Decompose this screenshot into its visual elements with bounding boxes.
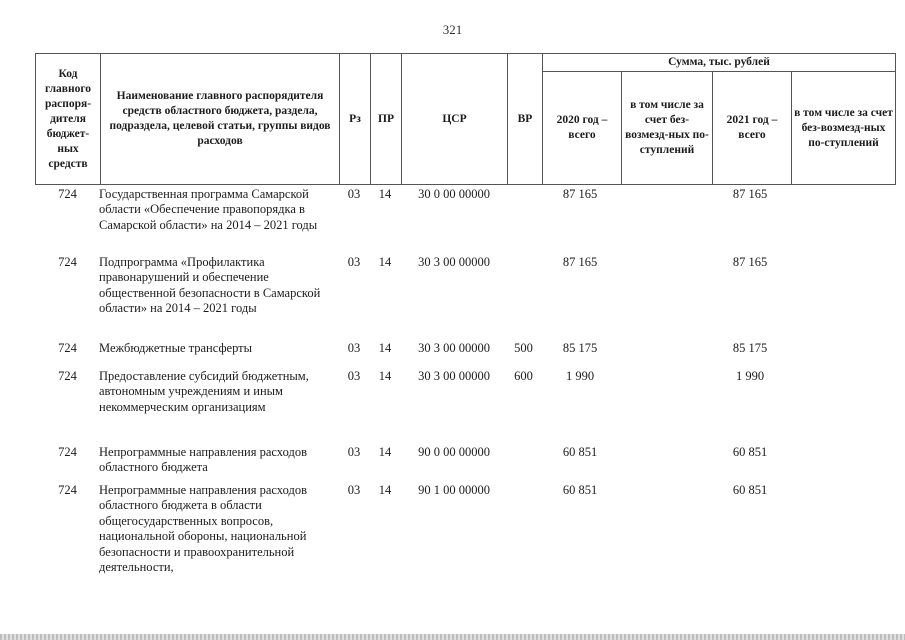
row-sum-2021: 1 990 — [735, 369, 765, 383]
row-pr: 14 — [378, 341, 392, 355]
header-name: Наименование главного распорядителя средств областного бюджета, раздела, подраздела, целевой статьи, группы видов расходов — [101, 54, 340, 185]
row-csr: 90 0 00 00000 — [418, 445, 490, 459]
row-rz: 03 — [347, 369, 361, 383]
row-rz: 03 — [347, 341, 361, 355]
row-csr: 30 3 00 00000 — [418, 341, 490, 355]
row-pr: 14 — [378, 445, 392, 459]
row-rz: 03 — [347, 483, 361, 497]
header-code: Код главного распоря-дителя бюджет-ных средств — [36, 54, 101, 185]
page-number: 321 — [442, 22, 463, 37]
row-sum-2020: 1 990 — [565, 369, 595, 383]
row-code: 724 — [58, 445, 77, 459]
header-sum: Сумма, тыс. рублей — [543, 54, 896, 72]
header-vr: ВР — [508, 54, 543, 185]
row-rz: 03 — [347, 445, 361, 459]
row-code: 724 — [58, 255, 77, 269]
row-sum-2021: 87 165 — [732, 187, 768, 201]
header-rz: Рз — [340, 54, 371, 185]
row-sum-2020: 87 165 — [562, 187, 598, 201]
header-2020-free: в том числе за счет без-возмезд-ных по-ступлений — [622, 72, 713, 185]
row-sum-2020: 85 175 — [562, 341, 598, 355]
row-sum-2021: 60 851 — [732, 483, 768, 497]
row-pr: 14 — [378, 187, 392, 201]
row-code: 724 — [58, 187, 77, 201]
row-csr: 30 3 00 00000 — [418, 369, 490, 383]
header-pr: ПР — [371, 54, 402, 185]
row-vr: 500 — [514, 341, 533, 355]
row-name: Предоставление субсидий бюджетным, автономным учреждениям и иным некоммерческим организациям — [99, 369, 309, 414]
row-sum-2021: 85 175 — [732, 341, 768, 355]
row-name: Межбюджетные трансферты — [99, 341, 253, 355]
row-code: 724 — [58, 341, 77, 355]
row-pr: 14 — [378, 369, 392, 383]
row-name: Подпрограмма «Профилактика правонарушений и обеспечение общественной безопасности в Самарской области» на 2014 – 2021 годы — [99, 255, 321, 316]
table-row — [35, 445, 895, 483]
table-row — [35, 483, 895, 593]
row-csr: 90 1 00 00000 — [418, 483, 490, 497]
header-2021-free: в том числе за счет без-возмезд-ных по-ступлений — [792, 72, 896, 185]
row-name: Государственная программа Самарской области «Обеспечение правопорядка в Самарской области» на 2014 – 2021 годы — [99, 187, 318, 232]
table-row — [35, 341, 895, 369]
row-sum-2020: 60 851 — [562, 483, 598, 497]
row-name: Непрограммные направления расходов областного бюджета — [99, 445, 307, 475]
row-csr: 30 3 00 00000 — [418, 255, 490, 269]
row-sum-2021: 87 165 — [732, 255, 768, 269]
header-csr: ЦСР — [402, 54, 508, 185]
row-csr: 30 0 00 00000 — [418, 187, 490, 201]
table-header — [35, 53, 896, 185]
table-row — [35, 187, 895, 255]
row-pr: 14 — [378, 483, 392, 497]
row-vr: 600 — [514, 369, 533, 383]
row-rz: 03 — [347, 255, 361, 269]
row-code: 724 — [58, 369, 77, 383]
header-2021-total: 2021 год – всего — [713, 72, 792, 185]
table-row — [35, 369, 895, 445]
table-body — [35, 187, 895, 593]
row-pr: 14 — [378, 255, 392, 269]
scan-edge — [0, 634, 905, 640]
table-row — [35, 255, 895, 341]
row-name: Непрограммные направления расходов областного бюджета в области общегосударственных вопросов, национальной обороны, национальной безопасности и правоохранительной деятельности, — [99, 483, 307, 575]
row-code: 724 — [58, 483, 77, 497]
row-sum-2021: 60 851 — [732, 445, 768, 459]
header-2020-total: 2020 год – всего — [543, 72, 622, 185]
row-sum-2020: 60 851 — [562, 445, 598, 459]
row-rz: 03 — [347, 187, 361, 201]
row-sum-2020: 87 165 — [562, 255, 598, 269]
